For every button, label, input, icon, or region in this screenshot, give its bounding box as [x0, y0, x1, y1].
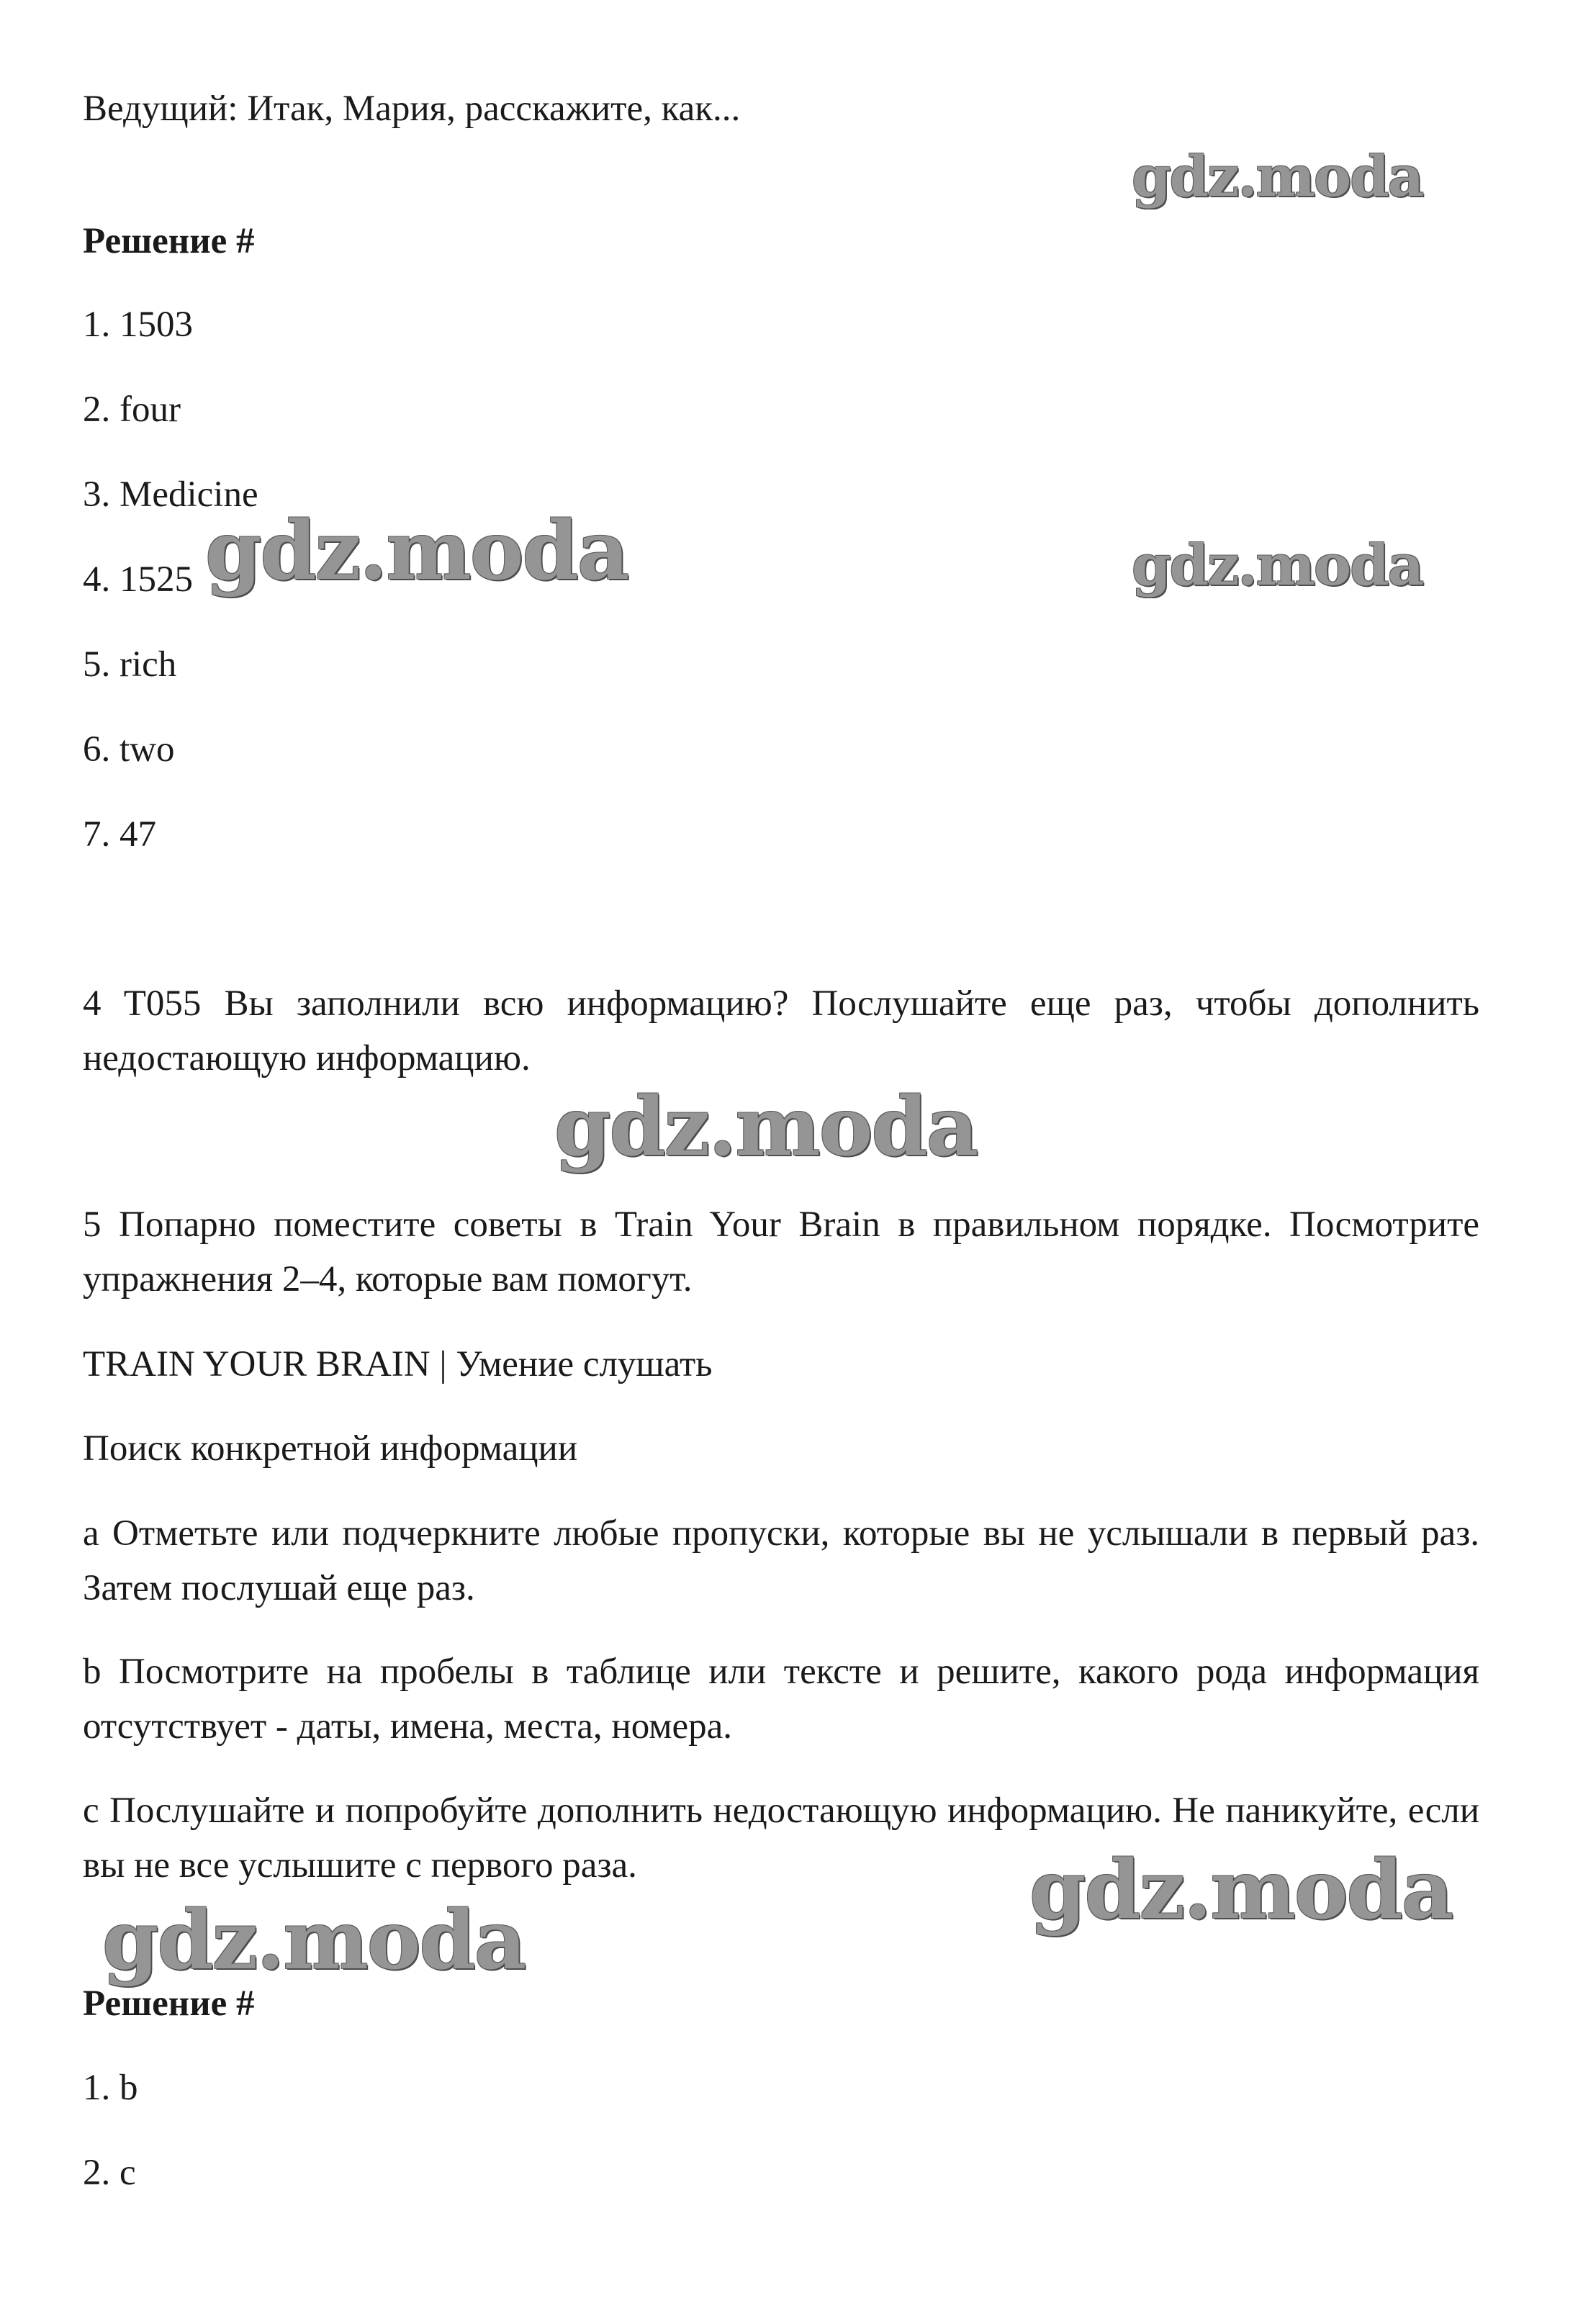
answer-item: 1. 1503 [83, 305, 193, 345]
tip-a: a Отметьте или подчеркните любые пропуски, которые вы не услышали в первый раз. Затем послушай еще раз. [83, 1513, 1479, 1608]
train-your-brain-title: TRAIN YOUR BRAIN | Умение слушать [83, 1344, 713, 1384]
watermark-logo: gdz.moda [1132, 533, 1423, 598]
task-5-text: 5 Попарно поместите советы в Train Your Brain в правильном порядке. Посмотрите упражнения 2–4, которые вам помогут. [83, 1204, 1479, 1300]
tip-b: b Посмотрите на пробелы в таблице или тексте и решите, какого рода информация отсутствует - даты, имена, места, номера. [83, 1652, 1479, 1747]
answer-item: 7. 47 [83, 814, 156, 855]
answer-item: 1. b [83, 2068, 138, 2108]
answer-item: 2. four [83, 389, 181, 430]
answer-item: 5. rich [83, 644, 177, 685]
watermark-logo: gdz.moda [1132, 144, 1423, 210]
solution-heading-2: Решение # [83, 1983, 255, 2024]
answer-item: 4. 1525 [83, 559, 193, 600]
answer-item: 6. two [83, 729, 175, 770]
watermark-logo: gdz.moda [554, 1080, 978, 1174]
solution-heading-1: Решение # [83, 221, 255, 261]
watermark-logo: gdz.moda [1029, 1843, 1453, 1937]
section-subtitle: Поиск конкретной информации [83, 1428, 578, 1469]
intro-line: Ведущий: Итак, Мария, расскажите, как... [83, 89, 741, 129]
answer-item: 2. c [83, 2153, 136, 2193]
tip-c: c Послушайте и попробуйте дополнить недостающую информацию. Не паникуйте, если вы не все услышите с первого раза. [83, 1791, 1479, 1886]
answer-item: 3. Medicine [83, 474, 258, 515]
watermark-logo: gdz.moda [205, 504, 628, 598]
task-4-text: 4 T055 Вы заполнили всю информацию? Послушайте еще раз, чтобы дополнить недостающую информацию. [83, 983, 1479, 1078]
watermark-logo: gdz.moda [102, 1893, 526, 1988]
